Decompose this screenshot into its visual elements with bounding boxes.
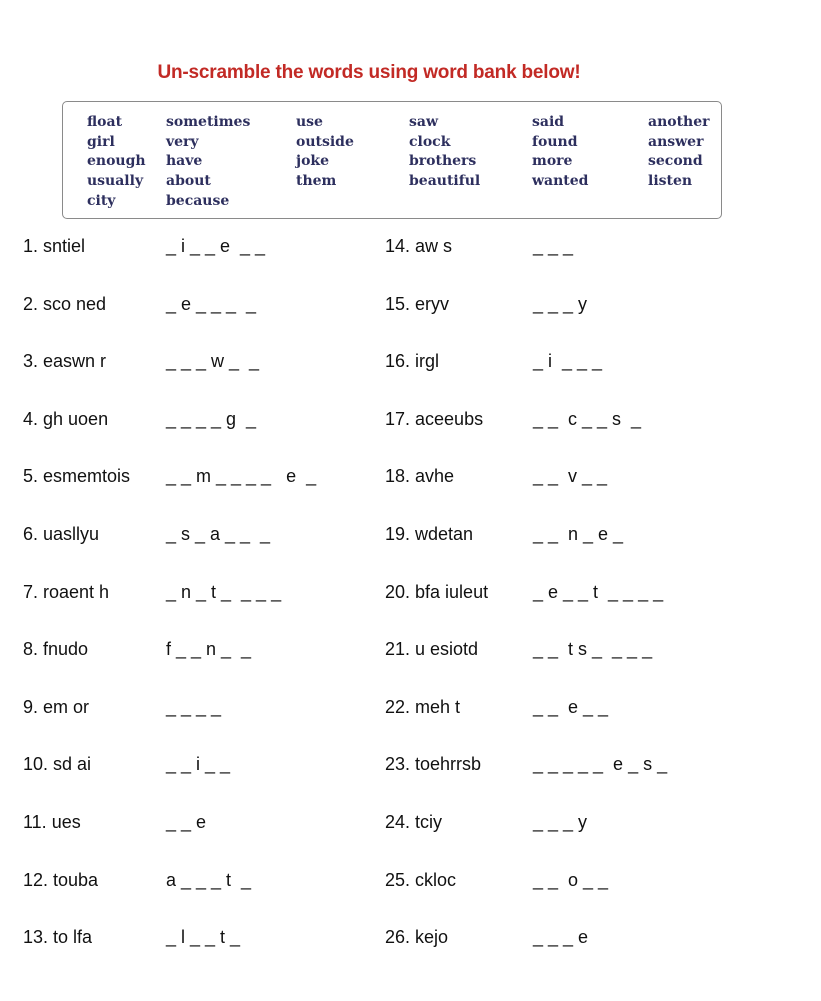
scrambled-word: 1. sntiel <box>23 236 86 256</box>
answer-blanks: _ _ _ y <box>533 294 588 314</box>
word-bank-word: city <box>87 193 116 209</box>
answer-blanks: _ _ n _ e _ <box>533 524 624 544</box>
scrambled-word: 26. kejo <box>385 927 449 947</box>
word-bank-word: another <box>648 114 710 130</box>
word-bank-box <box>62 101 722 219</box>
word-bank-word: listen <box>648 173 693 189</box>
word-bank-word: enough <box>87 153 146 169</box>
scrambled-word: 9. em or <box>23 697 90 717</box>
scrambled-word: 19. wdetan <box>385 524 474 544</box>
word-bank-word: beautiful <box>409 173 481 189</box>
answer-blanks: _ _ i _ _ <box>166 754 231 774</box>
word-bank-word: found <box>532 134 578 150</box>
answer-blanks: a _ _ _ t _ <box>166 870 252 890</box>
scrambled-word: 25. ckloc <box>385 870 457 890</box>
scrambled-word: 24. tciy <box>385 812 443 832</box>
answer-blanks: _ l _ _ t _ <box>166 927 241 947</box>
scrambled-word: 13. to lfa <box>23 927 93 947</box>
answer-blanks: _ _ _ <box>533 236 574 256</box>
answer-blanks: _ _ c _ _ s _ <box>533 409 642 429</box>
answer-blanks: _ _ o _ _ <box>533 870 609 890</box>
answer-blanks: _ _ _ e <box>533 927 589 947</box>
word-bank-word: second <box>648 153 703 169</box>
worksheet-title: Un-scramble the words using word bank below! <box>157 62 581 83</box>
scrambled-word: 7. roaent h <box>23 582 110 602</box>
scrambled-word: 18. avhe <box>385 466 455 486</box>
word-bank-word: usually <box>87 173 144 189</box>
scrambled-word: 14. aw s <box>385 236 453 256</box>
scrambled-word: 22. meh t <box>385 697 461 717</box>
answer-blanks: _ _ _ w _ _ <box>166 351 260 371</box>
word-bank-word: brothers <box>409 153 477 169</box>
word-bank-word: very <box>166 134 199 150</box>
word-bank-word: about <box>166 173 211 189</box>
answer-blanks: _ _ e _ _ <box>533 697 609 717</box>
answer-blanks: _ _ t s _ _ _ _ <box>533 639 653 659</box>
answer-blanks: _ i _ _ e _ _ <box>166 236 266 256</box>
answer-blanks: _ _ _ _ _ e _ s _ <box>533 754 668 774</box>
answer-blanks: _ _ v _ _ <box>533 466 608 486</box>
answer-blanks: _ _ _ _ <box>166 697 222 717</box>
word-bank-word: clock <box>409 134 451 150</box>
answer-blanks: _ _ _ y <box>533 812 588 832</box>
word-bank-word: them <box>296 173 337 189</box>
scrambled-word: 4. gh uoen <box>23 409 109 429</box>
answer-blanks: _ _ _ _ g _ <box>166 409 257 429</box>
word-bank-word: saw <box>409 114 439 130</box>
answer-blanks: _ _ m _ _ _ _ e _ <box>166 466 317 486</box>
scrambled-word: 11. ues <box>23 812 81 832</box>
word-bank-word: sometimes <box>166 114 251 130</box>
word-bank-word: have <box>166 153 203 169</box>
answer-blanks: _ e _ _ t _ _ _ _ <box>533 582 664 602</box>
scrambled-word: 2. sco ned <box>23 294 107 314</box>
word-bank-word: use <box>296 114 323 130</box>
answer-blanks: _ e _ _ _ _ <box>166 294 257 314</box>
answer-blanks: _ i _ _ _ <box>533 351 603 371</box>
word-bank-word: outside <box>296 134 354 150</box>
word-bank-word: because <box>166 193 230 209</box>
word-bank-word: joke <box>296 153 330 169</box>
scrambled-word: 3. easwn r <box>23 351 107 371</box>
scrambled-word: 21. u esiotd <box>385 639 479 659</box>
scrambled-word: 8. fnudo <box>23 639 89 659</box>
word-bank-word: wanted <box>532 173 589 189</box>
scrambled-word: 16. irgl <box>385 351 440 371</box>
scrambled-word: 12. touba <box>23 870 99 890</box>
word-bank-word: said <box>532 114 565 130</box>
scrambled-word: 15. eryv <box>385 294 450 314</box>
answer-blanks: _ n _ t _ _ _ _ <box>166 582 282 602</box>
word-bank-word: answer <box>648 134 704 150</box>
scrambled-word: 23. toehrrsb <box>385 754 482 774</box>
word-bank-word: float <box>87 114 123 130</box>
scrambled-word: 6. uasllyu <box>23 524 100 544</box>
answer-blanks: _ s _ a _ _ _ <box>166 524 271 544</box>
answer-blanks: _ _ e <box>166 812 207 832</box>
scrambled-word: 10. sd ai <box>23 754 92 774</box>
word-bank-word: more <box>532 153 573 169</box>
scrambled-word: 20. bfa iuleut <box>385 582 489 602</box>
answer-blanks: f _ _ n _ _ <box>166 639 252 659</box>
word-bank-word: girl <box>87 134 115 150</box>
scrambled-word: 17. aceeubs <box>385 409 484 429</box>
scrambled-word: 5. esmemtois <box>23 466 131 486</box>
